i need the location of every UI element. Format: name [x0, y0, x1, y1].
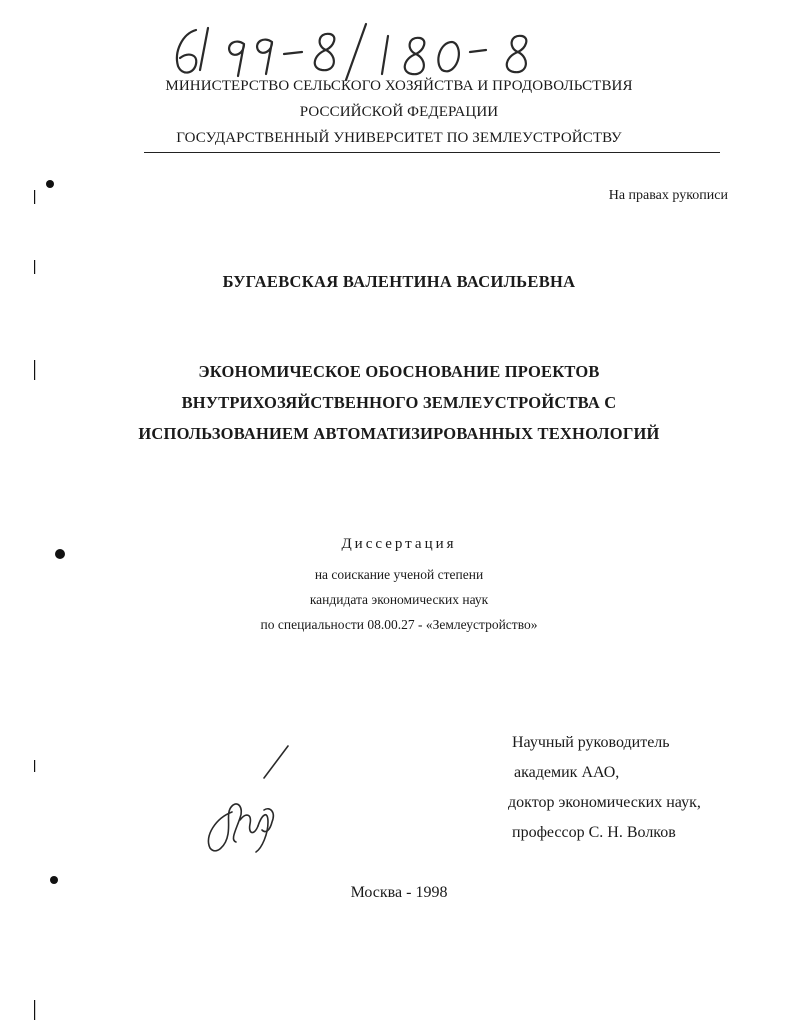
- author-name: БУГАЕВСКАЯ ВАЛЕНТИНА ВАСИЛЬЕВНА: [222, 272, 576, 291]
- university-line: ГОСУДАРСТВЕННЫЙ УНИВЕРСИТЕТ ПО ЗЕМЛЕУСТРОЙСТВУ: [176, 130, 622, 146]
- dissertation-label: Диссертация: [341, 536, 457, 552]
- place-year: Москва - 1998: [350, 884, 448, 901]
- degree-line-2: кандидата экономических наук: [309, 592, 489, 607]
- title-line-2: ВНУТРИХОЗЯЙСТВЕННОГО ЗЕМЛЕУСТРОЙСТВА С: [181, 393, 617, 412]
- advisor-line-1: Научный руководитель: [512, 734, 670, 751]
- advisor-line-3: доктор экономических наук,: [508, 794, 701, 811]
- advisor-line-4: профессор С. Н. Волков: [512, 824, 676, 841]
- title-line-3: ИСПОЛЬЗОВАНИЕМ АВТОМАТИЗИРОВАННЫХ ТЕХНОЛОГИЙ: [138, 424, 660, 443]
- ministry-line-2: РОССИЙСКОЙ ФЕДЕРАЦИИ: [299, 104, 499, 120]
- title-line-1: ЭКОНОМИЧЕСКОЕ ОБОСНОВАНИЕ ПРОЕКТОВ: [198, 362, 600, 381]
- advisor-line-2: академик ААО,: [514, 764, 620, 781]
- ministry-line-1: МИНИСТЕРСТВО СЕЛЬСКОГО ХОЗЯЙСТВА И ПРОДОВОЛЬСТВИЯ: [165, 78, 633, 94]
- header-rule: [144, 152, 720, 153]
- degree-line-1: на соискание ученой степени: [314, 567, 484, 582]
- degree-line-3: по специальности 08.00.27 - «Землеустройство»: [260, 617, 538, 632]
- archive-number: [0, 0, 1, 1]
- rights-note: На правах рукописи: [608, 188, 728, 203]
- signature-handwriting: [208, 746, 288, 852]
- archive-number-handwriting: [177, 24, 526, 80]
